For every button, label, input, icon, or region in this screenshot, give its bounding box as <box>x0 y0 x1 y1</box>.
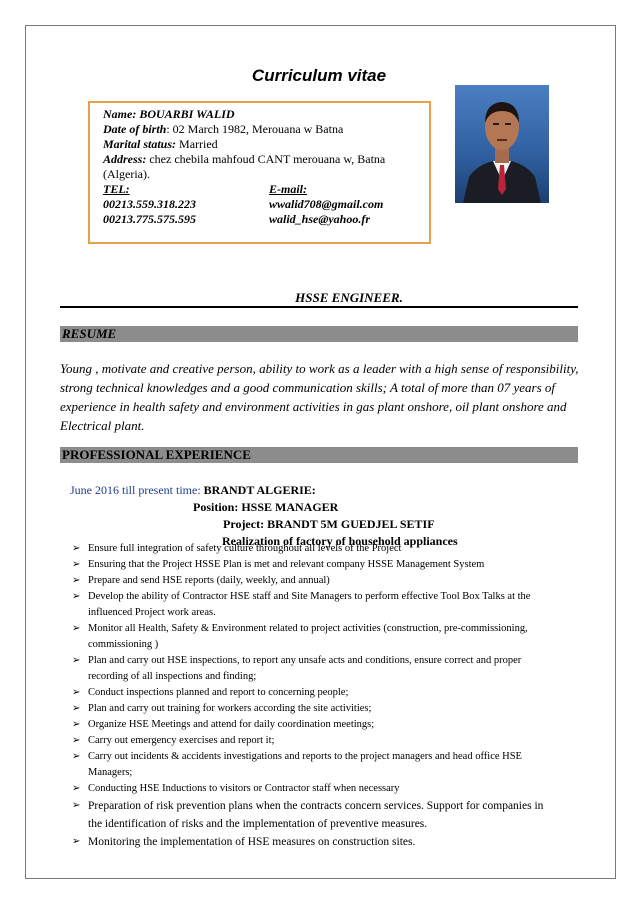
arrow-bullet-icon: ➢ <box>72 703 81 714</box>
arrow-bullet-icon: ➢ <box>72 735 81 746</box>
contact-row-1 <box>103 197 429 212</box>
profile-photo <box>455 85 549 203</box>
list-item: ➢ Monitoring the implementation of HSE measures on construction sites. <box>70 833 550 851</box>
project-line: Project: BRANDT 5M GUEDJEL SETIF <box>223 517 435 531</box>
address-line <box>103 152 429 182</box>
arrow-bullet-icon: ➢ <box>72 783 81 794</box>
arrow-bullet-icon: ➢ <box>72 836 81 847</box>
contact-row-2 <box>103 212 429 227</box>
arrow-bullet-icon: ➢ <box>72 575 81 586</box>
arrow-bullet-icon: ➢ <box>72 543 81 554</box>
experience-entry-header <box>70 482 570 550</box>
realization-line: Realization of factory of household appliances <box>222 534 458 548</box>
arrow-bullet-icon: ➢ <box>72 655 81 666</box>
list-item: ➢ Carry out incidents & accidents investigations and reports to the project managers and head office HSE Managers; <box>72 751 522 778</box>
phone-2: 00213.775.575.595 <box>103 212 196 226</box>
list-item: ➢ Carry out emergency exercises and report it; <box>70 733 550 749</box>
company-name: BRANDT ALGERIE: <box>203 483 316 497</box>
arrow-bullet-icon: ➢ <box>72 623 81 634</box>
identity-box <box>88 101 431 244</box>
list-item: ➢ Plan and carry out training for workers according the site activities; <box>70 701 550 717</box>
tel-label: TEL: <box>103 182 130 196</box>
divider <box>60 306 578 308</box>
arrow-bullet-icon: ➢ <box>72 559 81 570</box>
marital-label: Marital status: <box>103 137 177 151</box>
dob-label: Date of birth <box>103 122 167 136</box>
list-item: ➢ Preparation of risk prevention plans when the contracts concern services. Support for companies in the identification of risks and the implementation of preventive measures. <box>70 797 550 833</box>
resume-text: Young , motivate and creative person, ability to work as a leader with a high sense of responsibility, strong technical knowledges and a good communication skills; A total of more than 07 years of experience in health safety and environment activities in gas plant onshore, oil plant onshore and Electrical plant. <box>60 361 579 433</box>
section-header-experience: PROFESSIONAL EXPERIENCE <box>60 447 578 463</box>
list-item: ➢ Develop the ability of Contractor HSE staff and Site Managers to perform effective Tool Box Talks at the influenced Project work areas. <box>72 591 531 618</box>
position-line: Position: HSSE MANAGER <box>193 500 339 514</box>
document-title: Curriculum vitae <box>251 66 387 85</box>
name-line <box>103 107 429 122</box>
list-item: ➢ Prepare and send HSE reports (daily, weekly, and annual) <box>70 573 550 589</box>
section-header-resume: RESUME <box>60 326 578 342</box>
list-item: ➢ Conduct inspections planned and report to concerning people; <box>70 685 550 701</box>
email-2: walid_hse@yahoo.fr <box>269 212 370 226</box>
phone-1: 00213.559.318.223 <box>103 197 196 211</box>
arrow-bullet-icon: ➢ <box>72 751 81 762</box>
list-item: ➢ Monitor all Health, Safety & Environment related to project activities (construction, pre-commissioning, commissioning ) <box>72 623 528 650</box>
job-title: HSSE ENGINEER. <box>295 290 403 305</box>
name-label: Name: BOUARBI WALID <box>103 107 235 121</box>
marital-line <box>103 137 429 152</box>
email-1: wwalid708@gmail.com <box>269 197 384 211</box>
list-item: ➢ Plan and carry out HSE inspections, to report any unsafe acts and conditions, ensure correct and proper recording of all inspections and finding; <box>72 655 522 682</box>
arrow-bullet-icon: ➢ <box>72 719 81 730</box>
task-list <box>70 541 550 851</box>
arrow-bullet-icon: ➢ <box>72 800 81 811</box>
portrait-image <box>455 85 549 203</box>
list-item: ➢ Organize HSE Meetings and attend for daily coordination meetings; <box>70 717 550 733</box>
arrow-bullet-icon: ➢ <box>72 687 81 698</box>
contact-header <box>103 182 429 197</box>
arrow-bullet-icon: ➢ <box>72 591 81 602</box>
experience-date: June 2016 till present time: <box>70 483 204 497</box>
list-item: ➢ Conducting HSE Inductions to visitors or Contractor staff when necessary <box>70 781 550 797</box>
address-value: chez chebila mahfoud CANT merouana w, Batna (Algeria). <box>103 152 386 181</box>
list-item: ➢ Ensuring that the Project HSSE Plan is met and relevant company HSSE Management System <box>70 557 550 573</box>
address-label: Address: <box>103 152 147 166</box>
dob-value: : 02 March 1982, Merouana w Batna <box>166 122 344 136</box>
dob-line <box>103 122 429 137</box>
email-label: E-mail: <box>269 182 307 196</box>
date-company-line <box>70 482 570 499</box>
marital-value: Married <box>176 137 218 151</box>
list-item: ➢ Ensure full integration of safety culture throughout all levels of the Project <box>70 541 550 557</box>
